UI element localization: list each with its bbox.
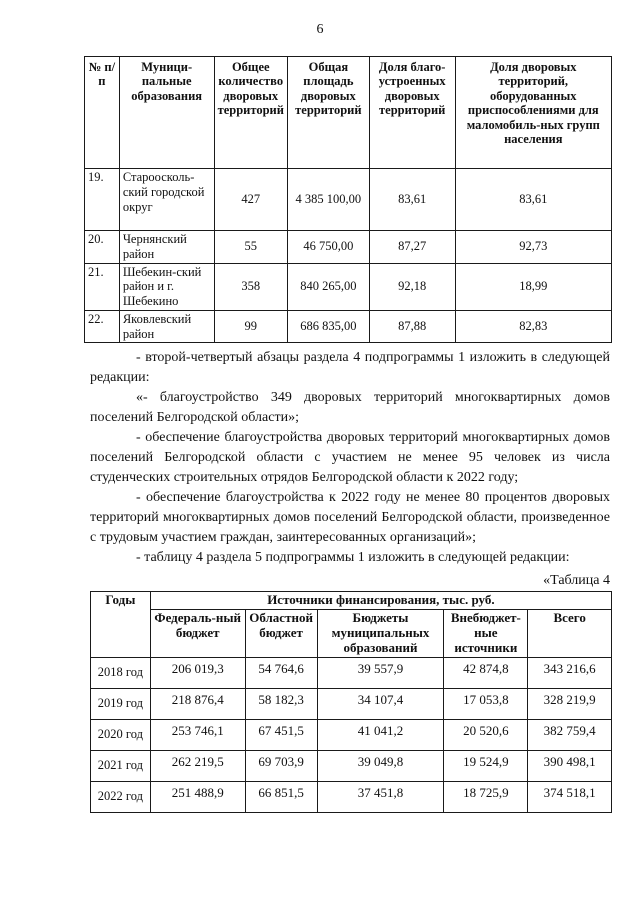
federal-value: 251 488,9 [150, 781, 245, 812]
table-subheader-row [91, 610, 612, 658]
row-number: 20. [85, 231, 120, 264]
col-header-municipal: Бюджеты муниципальных образований [317, 610, 444, 658]
yard-count: 99 [214, 310, 287, 343]
col-header-improved-share: Доля благо-устроенных дворовых территорий [369, 57, 455, 169]
total-value: 390 498,1 [528, 750, 612, 781]
total-value: 374 518,1 [528, 781, 612, 812]
table-row [85, 310, 612, 343]
improved-share: 83,61 [369, 169, 455, 231]
financing-table [90, 591, 612, 813]
page-number: 6 [316, 22, 324, 37]
federal-value: 206 019,3 [150, 657, 245, 688]
extrabudget-value: 17 053,8 [444, 688, 528, 719]
improved-share: 87,88 [369, 310, 455, 343]
regional-value: 69 703,9 [245, 750, 317, 781]
total-value: 382 759,4 [528, 719, 612, 750]
col-header-number: № п/п [85, 57, 120, 169]
regional-value: 67 451,5 [245, 719, 317, 750]
yard-count: 427 [214, 169, 287, 231]
municipal-value: 34 107,4 [317, 688, 444, 719]
yard-area: 840 265,00 [287, 263, 369, 310]
table-row [91, 688, 612, 719]
federal-value: 218 876,4 [150, 688, 245, 719]
extrabudget-value: 20 520,6 [444, 719, 528, 750]
municipality-name: Яковлевский район [119, 310, 214, 343]
regional-value: 58 182,3 [245, 688, 317, 719]
extrabudget-value: 42 874,8 [444, 657, 528, 688]
row-number: 21. [85, 263, 120, 310]
improved-share: 92,18 [369, 263, 455, 310]
regional-value: 54 764,6 [245, 657, 317, 688]
col-header-accessible-share: Доля дворовых территорий, оборудованных приспособлениями для маломобиль-ных групп населения [455, 57, 611, 169]
table-row [85, 263, 612, 310]
year-cell: 2022 год [91, 781, 151, 812]
regional-value: 66 851,5 [245, 781, 317, 812]
municipal-value: 41 041,2 [317, 719, 444, 750]
yard-count: 55 [214, 231, 287, 264]
table-row [85, 169, 612, 231]
table-row [91, 750, 612, 781]
federal-value: 253 746,1 [150, 719, 245, 750]
paragraph: - обеспечение благоустройства к 2022 году не менее 80 процентов дворовых территорий многоквартирных домов поселений Белгородской области, произведенное с трудовым участием граждан, заинтересованных организаций»; [90, 490, 610, 545]
extrabudget-value: 18 725,9 [444, 781, 528, 812]
federal-value: 262 219,5 [150, 750, 245, 781]
col-header-total: Всего [528, 610, 612, 658]
municipal-value: 37 451,8 [317, 781, 444, 812]
table-row [91, 781, 612, 812]
municipality-name: Чернянский район [119, 231, 214, 264]
paragraph: - обеспечение благоустройства дворовых территорий многоквартирных домов поселений Белгородской области с участием не менее 95 человек из числа студенческих строительных отрядов Белгородской области к 2022 году; [90, 430, 610, 485]
col-header-regional: Областной бюджет [245, 610, 317, 658]
yard-area: 686 835,00 [287, 310, 369, 343]
municipal-value: 39 557,9 [317, 657, 444, 688]
yard-area: 46 750,00 [287, 231, 369, 264]
extrabudget-value: 19 524,9 [444, 750, 528, 781]
col-header-municipality: Муници-пальные образования [119, 57, 214, 169]
col-header-year: Годы [91, 592, 151, 658]
municipal-yards-table [84, 56, 612, 343]
paragraph: «- благоустройство 349 дворовых территорий многоквартирных домов поселений Белгородской области»; [90, 390, 610, 425]
col-header-yard-area: Общая площадь дворовых территорий [287, 57, 369, 169]
col-header-extrabudget: Внебюджет-ные источники [444, 610, 528, 658]
total-value: 328 219,9 [528, 688, 612, 719]
table-header-row [91, 592, 612, 610]
accessible-share: 82,83 [455, 310, 611, 343]
municipality-name: Староосколь-ский городской округ [119, 169, 214, 231]
table-header-row [85, 57, 612, 169]
col-header-federal: Федераль-ный бюджет [150, 610, 245, 658]
table-row [91, 719, 612, 750]
paragraph: - таблицу 4 раздела 5 подпрограммы 1 изложить в следующей редакции: [136, 550, 570, 565]
year-cell: 2019 год [91, 688, 151, 719]
yard-area: 4 385 100,00 [287, 169, 369, 231]
paragraph: - второй-четвертый абзацы раздела 4 подпрограммы 1 изложить в следующей редакции: [90, 350, 610, 385]
row-number: 22. [85, 310, 120, 343]
accessible-share: 18,99 [455, 263, 611, 310]
yard-count: 358 [214, 263, 287, 310]
improved-share: 87,27 [369, 231, 455, 264]
col-header-financing-sources: Источники финансирования, тыс. руб. [150, 592, 611, 610]
accessible-share: 92,73 [455, 231, 611, 264]
year-cell: 2018 год [91, 657, 151, 688]
table-row [85, 231, 612, 264]
amendment-text [90, 348, 610, 568]
total-value: 343 216,6 [528, 657, 612, 688]
accessible-share: 83,61 [455, 169, 611, 231]
year-cell: 2021 год [91, 750, 151, 781]
municipality-name: Шебекин-ский район и г. Шебекино [119, 263, 214, 310]
table-caption: «Таблица 4 [543, 573, 610, 588]
row-number: 19. [85, 169, 120, 231]
municipal-value: 39 049,8 [317, 750, 444, 781]
col-header-yard-count: Общее количество дворовых территорий [214, 57, 287, 169]
year-cell: 2020 год [91, 719, 151, 750]
table-row [91, 657, 612, 688]
